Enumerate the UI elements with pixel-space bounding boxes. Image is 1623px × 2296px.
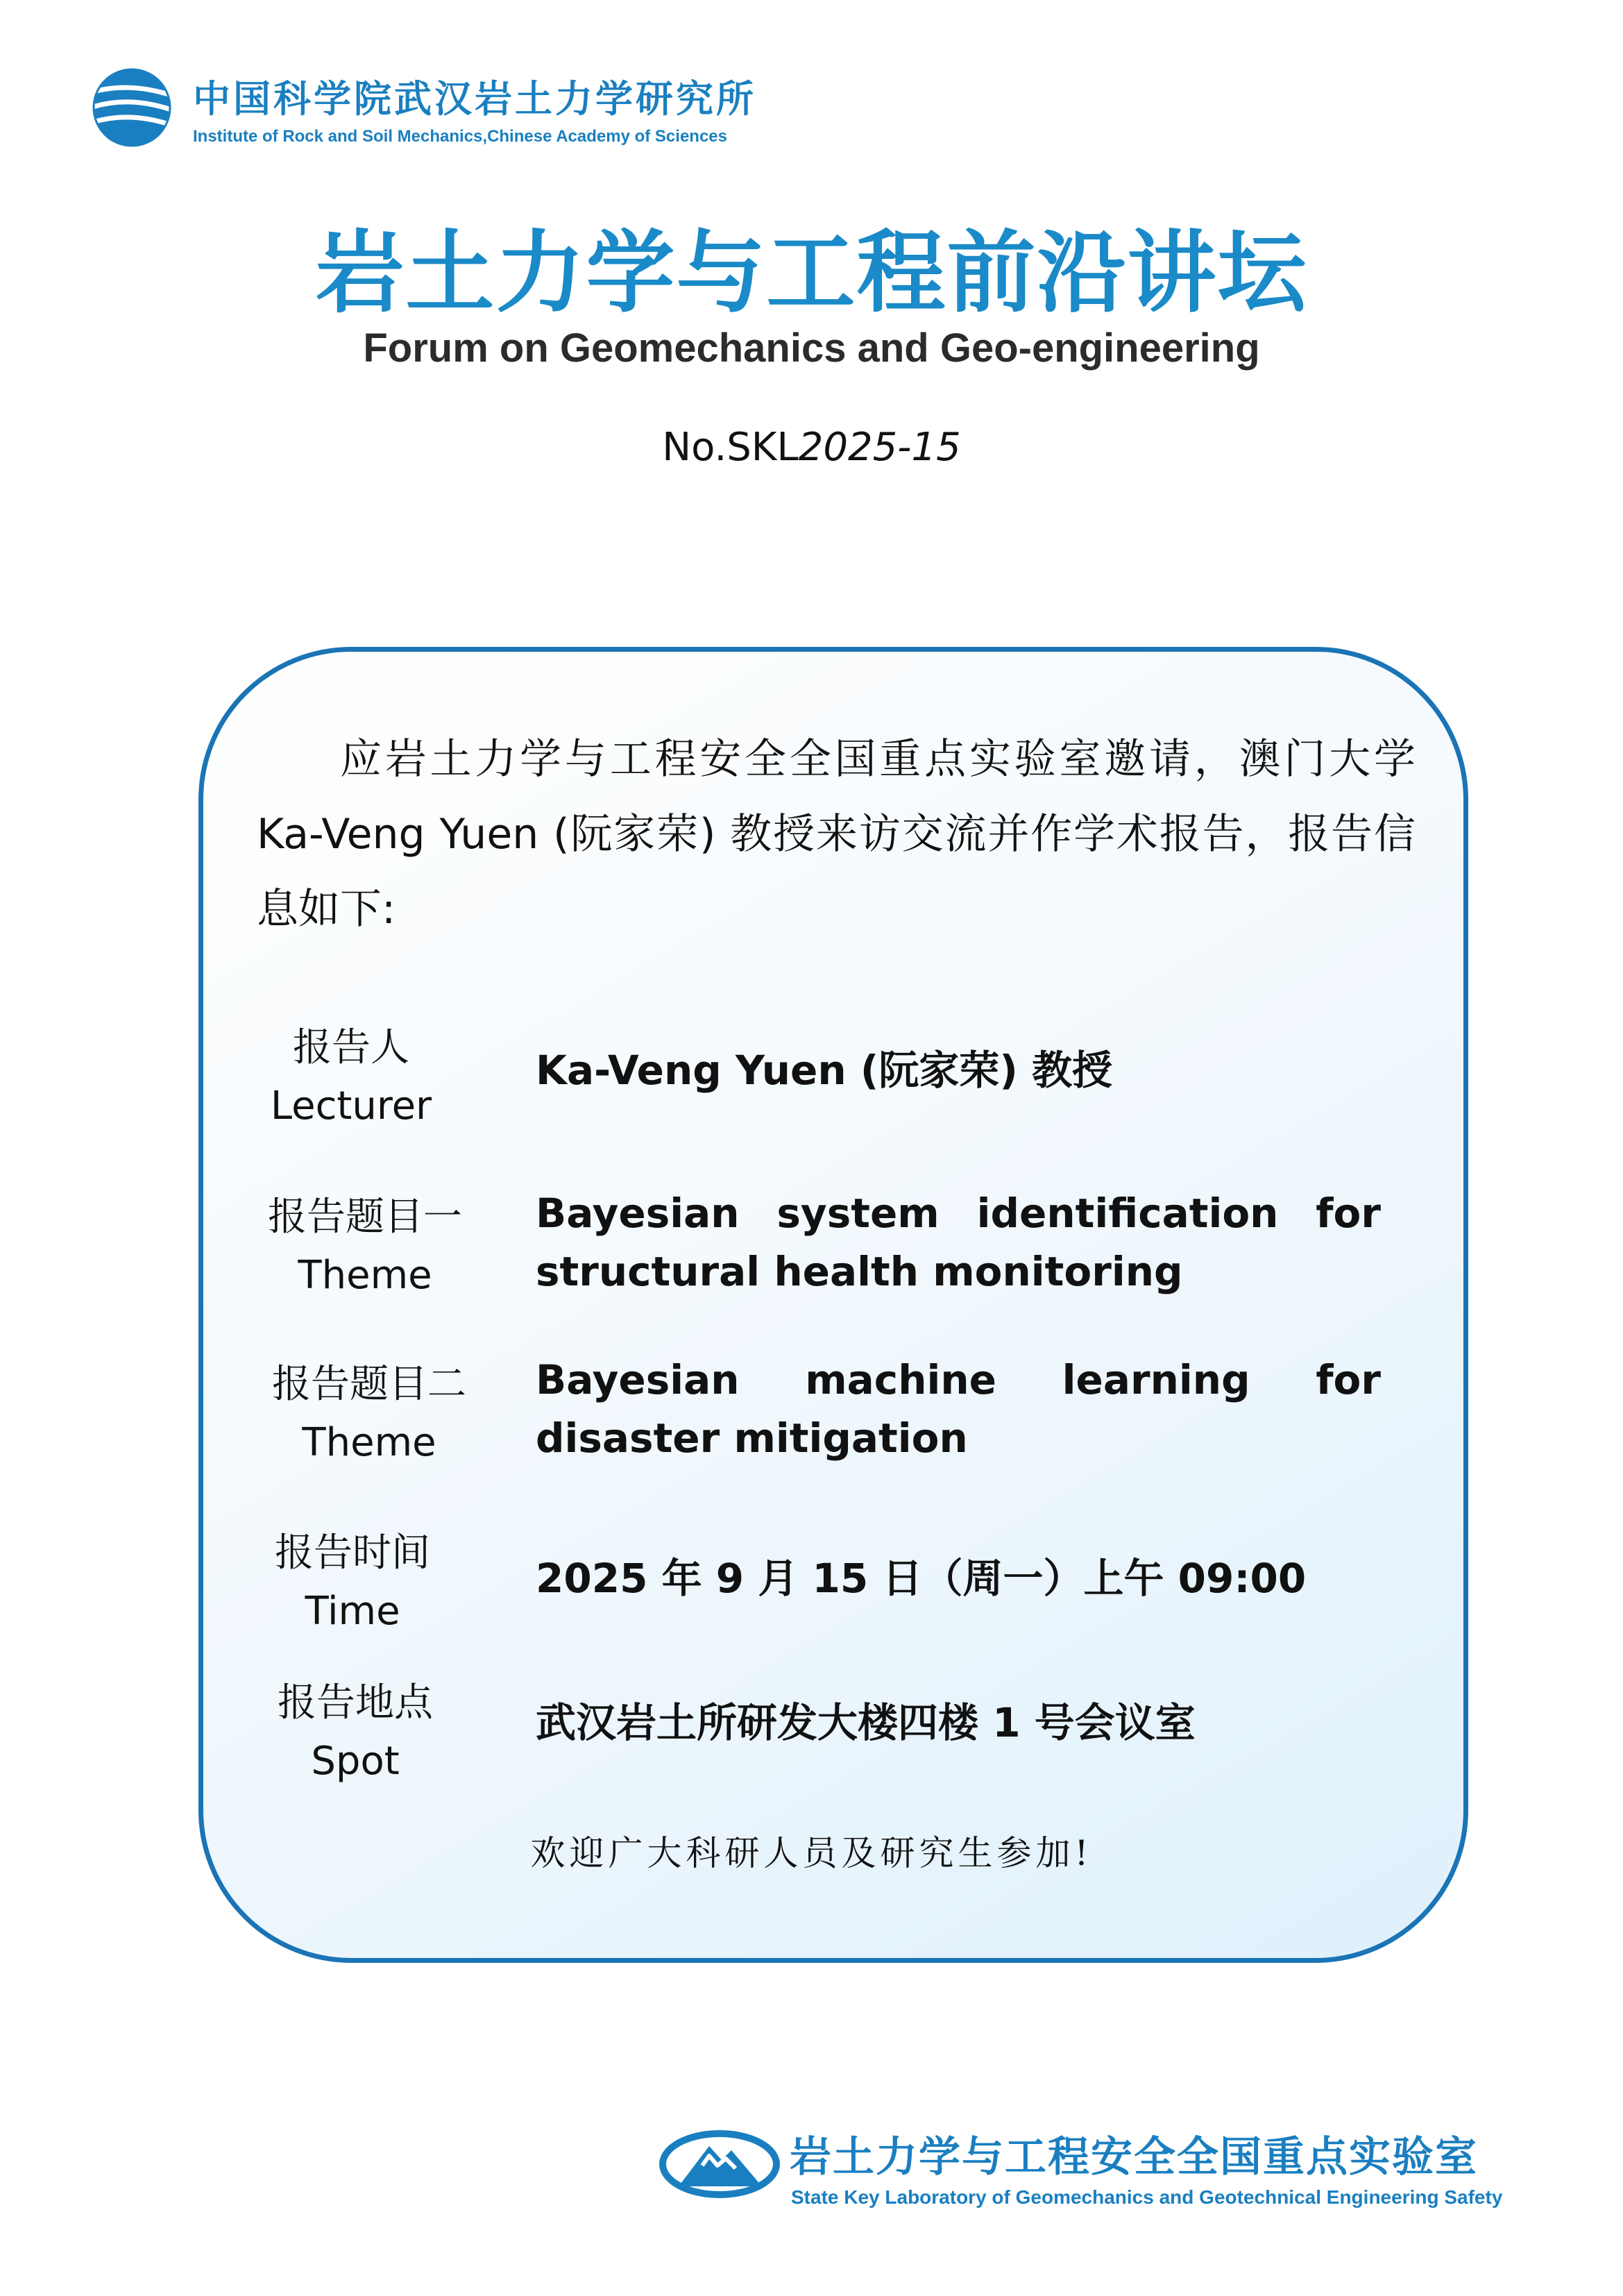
mountain-logo-icon bbox=[659, 2122, 781, 2202]
time-label bbox=[207, 1524, 498, 1641]
lecturer-label-cn: 报告人 bbox=[293, 1025, 409, 1070]
theme2-label bbox=[223, 1356, 515, 1472]
theme1-label-cn: 报告题目一 bbox=[268, 1195, 462, 1240]
time-label-en: Time bbox=[305, 1589, 400, 1634]
issue-number bbox=[0, 425, 1623, 470]
institute-name-en: Institute of Rock and Soil Mechanics,Chinese Academy of Sciences bbox=[193, 127, 727, 146]
lab-name-cn: 岩土力学与工程安全全国重点实验室 bbox=[790, 2133, 1478, 2181]
welcome-note: 欢迎广大科研人员及研究生参加! bbox=[530, 1833, 1093, 1873]
time-value: 2025 年 9 月 15 日（周一）上午 09:00 bbox=[536, 1555, 1307, 1602]
globe-logo-icon bbox=[90, 66, 173, 149]
lab-name-en: State Key Laboratory of Geomechanics and Geotechnical Engineering Safety bbox=[791, 2186, 1503, 2208]
theme2-value: Bayesian machine learning for disaster mitigation bbox=[536, 1356, 1381, 1462]
theme1-label bbox=[219, 1188, 511, 1305]
lecturer-label-en: Lecturer bbox=[270, 1083, 432, 1129]
theme1-label-en: Theme bbox=[298, 1253, 432, 1298]
spot-label-en: Spot bbox=[311, 1739, 400, 1784]
forum-title-en: Forum on Geomechanics and Geo-engineering bbox=[363, 326, 1260, 371]
forum-title-cn: 岩土力学与工程前沿讲坛 bbox=[315, 221, 1308, 325]
lecturer-label bbox=[205, 1019, 497, 1136]
institute-name-cn: 中国科学院武汉岩土力学研究所 bbox=[193, 77, 756, 121]
theme1-value: Bayesian system identification for structural health monitoring bbox=[536, 1190, 1381, 1295]
theme2-label-cn: 报告题目二 bbox=[272, 1362, 466, 1407]
spot-label bbox=[210, 1674, 501, 1791]
theme2-label-en: Theme bbox=[302, 1420, 436, 1465]
issue-prefix: No.SKL bbox=[662, 425, 799, 470]
time-label-cn: 报告时间 bbox=[275, 1530, 430, 1576]
lecturer-value: Ka-Veng Yuen (阮家荣) 教授 bbox=[536, 1047, 1113, 1094]
spot-label-cn: 报告地点 bbox=[278, 1680, 433, 1725]
issue-num: 2025-15 bbox=[798, 425, 961, 470]
intro-paragraph: 应岩土力学与工程安全全国重点实验室邀请，澳门大学 Ka-Veng Yuen (阮家荣) 教授来访交流并作学术报告，报告信息如下: bbox=[257, 735, 1416, 934]
spot-value: 武汉岩土所研发大楼四楼 1 号会议室 bbox=[536, 1699, 1196, 1746]
